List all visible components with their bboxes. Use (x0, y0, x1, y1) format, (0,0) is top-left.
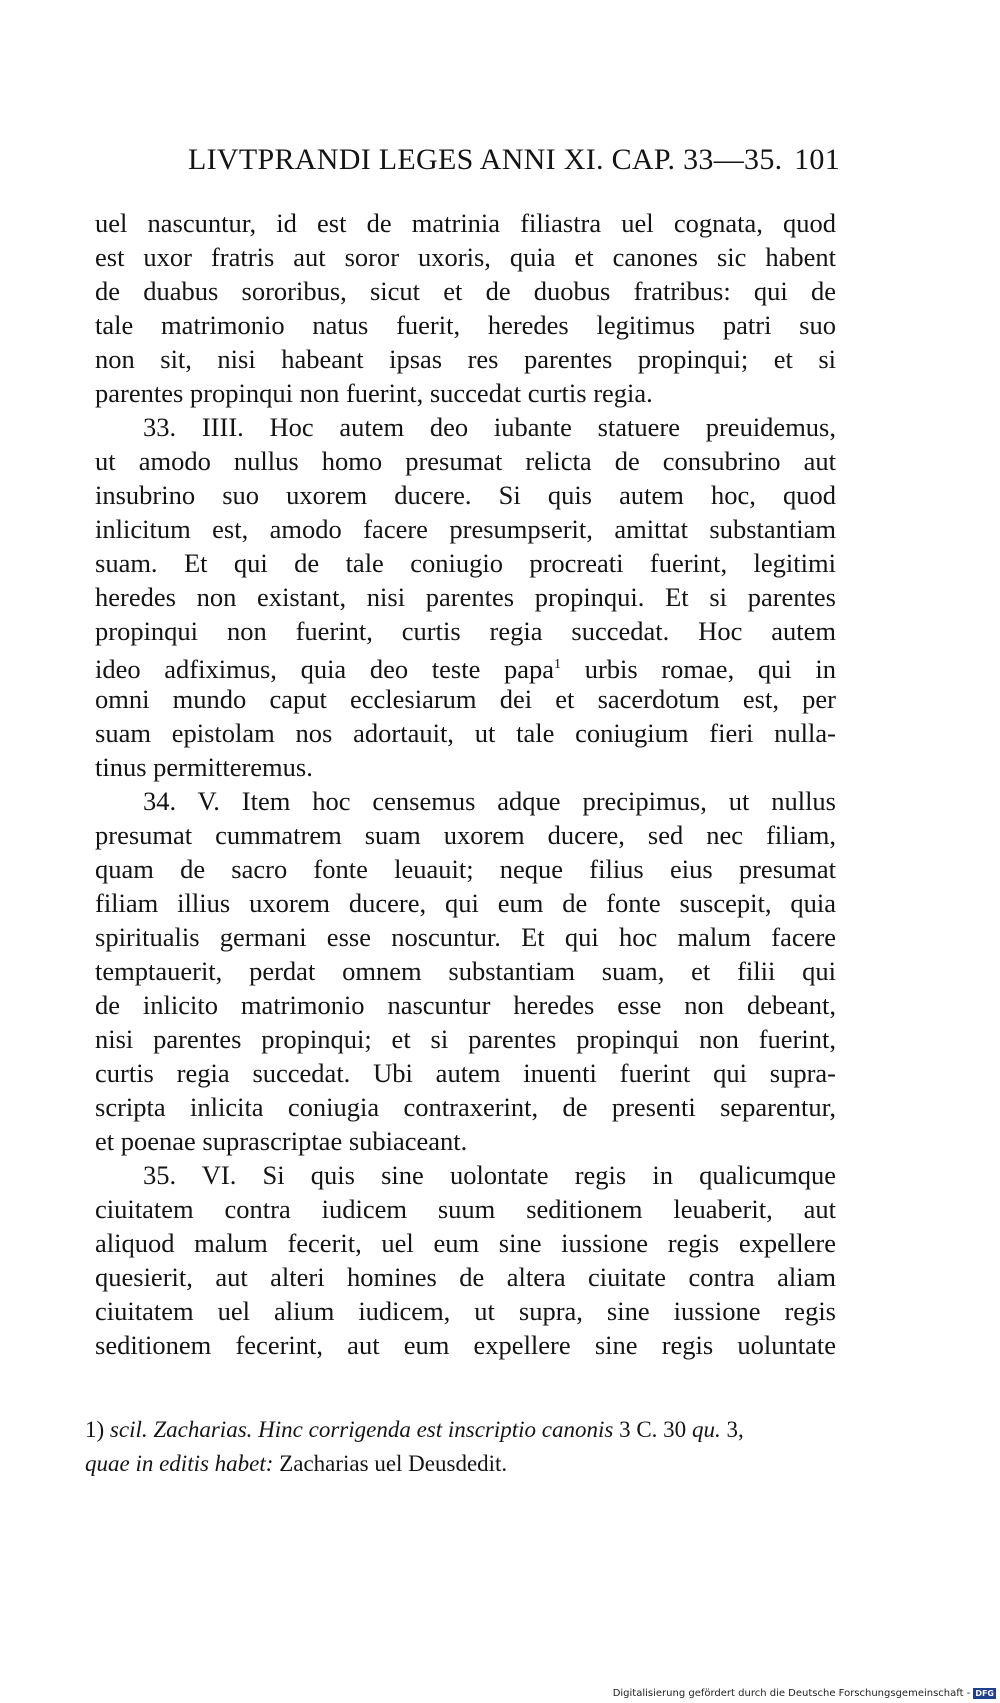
running-header (188, 143, 840, 183)
text-line: insubrino suo uxorem ducere. Si quis autem hoc, quod (95, 480, 836, 510)
text-line: de duabus sororibus, sicut et de duobus fratribus: qui de (95, 276, 836, 306)
footnote-block (85, 1413, 837, 1481)
text-line: de inlicito matrimonio nascuntur heredes esse non debeant, (95, 990, 836, 1020)
chapter-35-first-line: 35. VI. Si quis sine uolontate regis in qualicumque (143, 1160, 836, 1190)
main-text (95, 206, 836, 1362)
text-line: tale matrimonio natus fuerit, heredes legitimus patri suo (95, 310, 836, 340)
footnote-marker: 1) (85, 1417, 105, 1442)
footnote-text: Zacharias uel Deusdedit. (273, 1451, 508, 1476)
running-title: LIVTPRANDI LEGES ANNI XI. CAP. 33—35. (188, 143, 783, 176)
text-line: presumat cummatrem suam uxorem ducere, sed nec filiam, (95, 820, 836, 850)
text-line: ut amodo nullus homo presumat relicta de consubrino aut (95, 446, 836, 476)
footnote-text: 3 C. 30 (613, 1417, 692, 1442)
credit-text: Digitalisierung gefördert durch die Deutsche Forschungsgemeinschaft - (612, 1688, 971, 1699)
text-line: curtis regia succedat. Ubi autem inuenti fuerint qui supra- (95, 1058, 836, 1088)
digitization-credit (613, 1688, 996, 1699)
text-line: heredes non existant, nisi parentes propinqui. Et si parentes (95, 582, 836, 612)
text-line: suam epistolam nos adortauit, ut tale coniugium fieri nulla- (95, 718, 836, 748)
text-line: ciuitatem uel alium iudicem, ut supra, sine iussione regis (95, 1296, 836, 1326)
text-line: est uxor fratris aut soror uxoris, quia et canones sic habent (95, 242, 836, 272)
footnote-text: qu. (691, 1417, 721, 1442)
text-line: filiam illius uxorem ducere, qui eum de fonte suscepit, quia (95, 888, 836, 918)
text-line: uel nascuntur, id est de matrinia filiastra uel cognata, quod (95, 208, 836, 238)
text-line: suam. Et qui de tale coniugio procreati fuerint, legitimi (95, 548, 836, 578)
text-line: quesierit, aut alteri homines de altera ciuitate contra aliam (95, 1262, 836, 1292)
text-line: propinqui non fuerint, curtis regia succedat. Hoc autem (95, 616, 836, 646)
text-line: et poenae suprascriptae subiaceant. (95, 1126, 468, 1156)
dfg-logo: DFG (975, 1689, 994, 1698)
footnote-text: quae in editis habet: (85, 1451, 274, 1476)
text-line: omni mundo caput ecclesiarum dei et sacerdotum est, per (95, 684, 836, 714)
text-line-with-footnote-ref (95, 648, 836, 682)
text-line: nisi parentes propinqui; et si parentes propinqui non fuerint, (95, 1024, 836, 1054)
text-line: ciuitatem contra iudicem suum seditionem leuaberit, aut (95, 1194, 836, 1224)
text-line: temptauerit, perdat omnem substantiam suam, et filii qui (95, 956, 836, 986)
text-line: quam de sacro fonte leuauit; neque filius eius presumat (95, 854, 836, 884)
text-line: inlicitum est, amodo facere presumpserit, amittat substantiam (95, 514, 836, 544)
footnote-reference: 1 (554, 657, 562, 672)
footnote-text: 3, (720, 1417, 744, 1442)
text-segment: ideo adfiximus, quia deo teste papa (95, 653, 555, 684)
chapter-33-first-line: 33. IIII. Hoc autem deo iubante statuere preuidemus, (143, 412, 836, 442)
chapter-34-first-line: 34. V. Item hoc censemus adque precipimus, ut nullus (143, 786, 836, 816)
page-number: 101 (794, 143, 840, 176)
text-line: spiritualis germani esse noscuntur. Et qui hoc malum facere (95, 922, 836, 952)
text-segment: urbis romae, qui in (561, 653, 836, 684)
text-line: parentes propinqui non fuerint, succedat curtis regia. (95, 378, 653, 408)
footnote-text: scil. Zacharias. Hinc corrigenda est inscriptio canonis (109, 1417, 614, 1442)
text-line: tinus permitteremus. (95, 752, 313, 782)
text-line: scripta inlicita coniugia contraxerint, de presenti separentur, (95, 1092, 836, 1122)
text-line: seditionem fecerint, aut eum expellere sine regis uoluntate (95, 1330, 836, 1360)
footnote-line (85, 1413, 837, 1447)
text-line: non sit, nisi habeant ipsas res parentes propinqui; et si (95, 344, 836, 374)
footnote-line (85, 1447, 837, 1481)
text-line: aliquod malum fecerit, uel eum sine iussione regis expellere (95, 1228, 836, 1258)
